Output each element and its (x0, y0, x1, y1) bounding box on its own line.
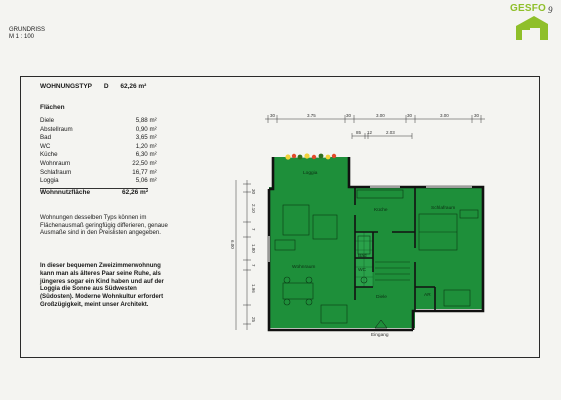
area-value: 16,77 m² (132, 168, 157, 176)
area-value: 6,30 m² (135, 151, 157, 159)
dim-left-1: 2.10 (251, 204, 256, 213)
dim-left-4: 7 (251, 264, 256, 267)
room-label-kueche: Küche (374, 208, 388, 213)
room-label-loggia: Loggia (303, 171, 318, 176)
dim-top2-2: 2.03 (386, 130, 395, 135)
size-note: Wohnungen desselben Typs können im Flächenausmaß geringfügig differieren, genaue Ausmaße sind in den Preislisten angegeben. (40, 214, 168, 237)
room-label-diele: Diele (376, 295, 387, 300)
dim-left-6: 25 (251, 317, 256, 323)
dim-top2-1: 12 (367, 130, 373, 135)
entrance-label: Eingang (371, 333, 389, 338)
area-value: 0,90 m² (135, 125, 157, 133)
dim-left-2: 7 (251, 228, 256, 231)
dim-top-1: 3.75 (307, 113, 316, 118)
dim-left-3: 1.80 (251, 244, 256, 253)
apartment-description: In dieser bequemen Zweizimmerwohnung kann man als älteres Paar seine Ruhe, als jüngeres sogar ein Kind haben und auf der Loggia die Sonne aus Südwesten (Südosten). Moderne Wohnkultur erfordert Großzügigkeit, meint unser Architekt. (40, 262, 164, 308)
dim-left-total: 6.00 (230, 240, 235, 249)
left-dimension-line (236, 180, 251, 330)
page-number: 9 (548, 5, 553, 15)
dim-top-6: 30 (474, 113, 480, 118)
room-label-wohnraum: Wohnraum (292, 265, 316, 270)
area-value: 22,50 m² (132, 159, 157, 167)
unit-label: WOHNUNGSTYP (40, 83, 92, 90)
floor-area (269, 157, 483, 328)
areas-title: Flächen (40, 104, 65, 111)
dim-top-3: 3.00 (376, 113, 385, 118)
area-name: Abstellraum (40, 125, 73, 133)
dim-top-2: 30 (346, 113, 352, 118)
area-value: 1,20 m² (135, 142, 157, 150)
area-value: 5,88 m² (135, 117, 157, 124)
dim-left-5: 1.96 (251, 284, 256, 293)
area-name: Diele (40, 117, 55, 124)
room-label-wc: WC (358, 268, 366, 273)
dim-top-4: 30 (407, 113, 413, 118)
dim-left-0: 30 (251, 189, 256, 195)
plan-title: GRUNDRISS (9, 27, 46, 33)
area-name: Bad (40, 134, 52, 142)
area-name: Küche (40, 151, 58, 159)
room-label-bad: Bad (358, 254, 367, 259)
area-name: Wohnraum (40, 159, 71, 167)
area-name: Schlafraum (40, 168, 72, 176)
area-name: Loggia (40, 177, 59, 185)
total-value: 62,26 m² (121, 189, 148, 196)
area-value: 3,65 m² (135, 134, 157, 142)
unit-type: D (103, 83, 109, 90)
dim-top-5: 3.00 (440, 113, 449, 118)
plan-scale: M 1 : 100 (9, 34, 35, 40)
top-dimension-line (265, 115, 485, 139)
dim-top2-0: 85 (356, 130, 362, 135)
total-label: Wohnnutzfläche (40, 189, 91, 196)
room-label-ar: AR (424, 293, 431, 298)
dim-top-0: 30 (270, 113, 276, 118)
area-name: WC (40, 142, 51, 150)
unit-area: 62,26 m² (120, 83, 147, 90)
gesfo-logo-text: GESFO (510, 3, 547, 14)
area-value: 5,06 m² (135, 177, 157, 185)
room-label-schlafraum: Schlafraum (431, 206, 456, 211)
